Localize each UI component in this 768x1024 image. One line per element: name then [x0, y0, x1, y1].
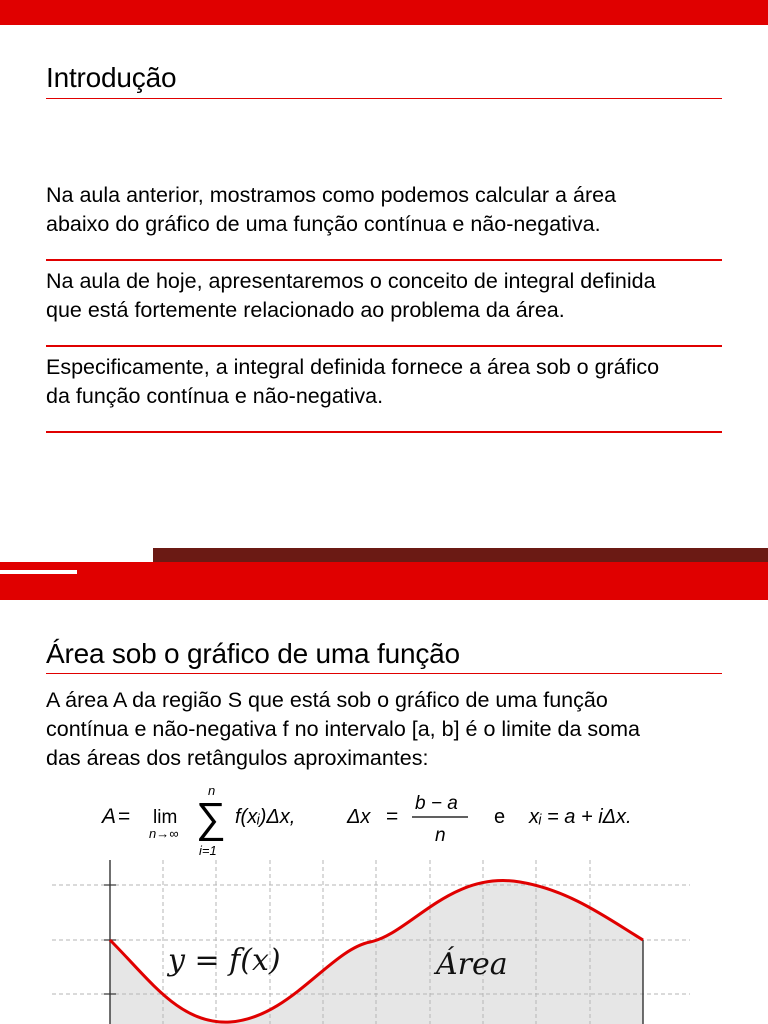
slide-title: Área sob o gráfico de uma função [46, 638, 460, 669]
text-line: abaixo do gráfico de uma função contínua e não-negativa. [46, 212, 601, 236]
text-block-1 [46, 181, 722, 239]
formula-dx: Δx [347, 806, 371, 828]
formula-lim-sub: n→∞ [149, 826, 179, 841]
block-divider [46, 259, 722, 261]
text-block-2 [46, 267, 722, 325]
formula-lim: lim [153, 807, 178, 828]
slide-area-sob-grafico [0, 574, 768, 1024]
formula-equals-2: = [386, 805, 399, 828]
text-line: Na aula anterior, mostramos como podemos calcular a área [46, 183, 617, 207]
footer-decoration-dark [153, 548, 768, 562]
formula-frac-den: n [435, 825, 446, 846]
formula-equals: = [118, 805, 131, 828]
slide-title: Introdução [46, 62, 177, 93]
formula-sigma: ∑ [196, 794, 226, 841]
formula-term: f(xᵢ)Δx, [235, 806, 296, 828]
text-line: das áreas dos retângulos aproximantes: [46, 746, 429, 770]
slide-top-bar [0, 0, 768, 25]
text-block-3 [46, 353, 722, 411]
text-line: da função contínua e não-negativa. [46, 384, 384, 408]
slide-top-bar [0, 574, 768, 600]
formula-sum-bottom: i=1 [199, 843, 217, 858]
formula-frac-num: b − a [415, 793, 458, 814]
title-rule [46, 673, 722, 674]
formula-sum-top: n [208, 784, 216, 798]
block-divider [46, 345, 722, 347]
formula-xi-definition: xᵢ = a + iΔx. [529, 806, 632, 828]
area-graph [0, 860, 768, 1024]
text-line: Especificamente, a integral definida fornece a área sob o gráfico [46, 355, 660, 379]
footer-decoration-red [0, 562, 768, 574]
area-label: Área [436, 947, 508, 982]
block-divider [46, 431, 722, 433]
text-line: A área A da região S que está sob o gráfico de uma função [46, 688, 608, 712]
definition-paragraph [46, 686, 722, 773]
curve-label: y = f(x) [168, 943, 281, 978]
formula-lhs: A [102, 805, 117, 828]
text-line: contínua e não-negativa f no intervalo [a, b] é o limite da soma [46, 717, 641, 741]
riemann-sum-formula [0, 784, 768, 859]
title-rule [46, 98, 722, 99]
text-line: que está fortemente relacionado ao problema da área. [46, 298, 565, 322]
text-line: Na aula de hoje, apresentaremos o conceito de integral definida [46, 269, 656, 293]
formula-conjunction: e [494, 806, 506, 828]
